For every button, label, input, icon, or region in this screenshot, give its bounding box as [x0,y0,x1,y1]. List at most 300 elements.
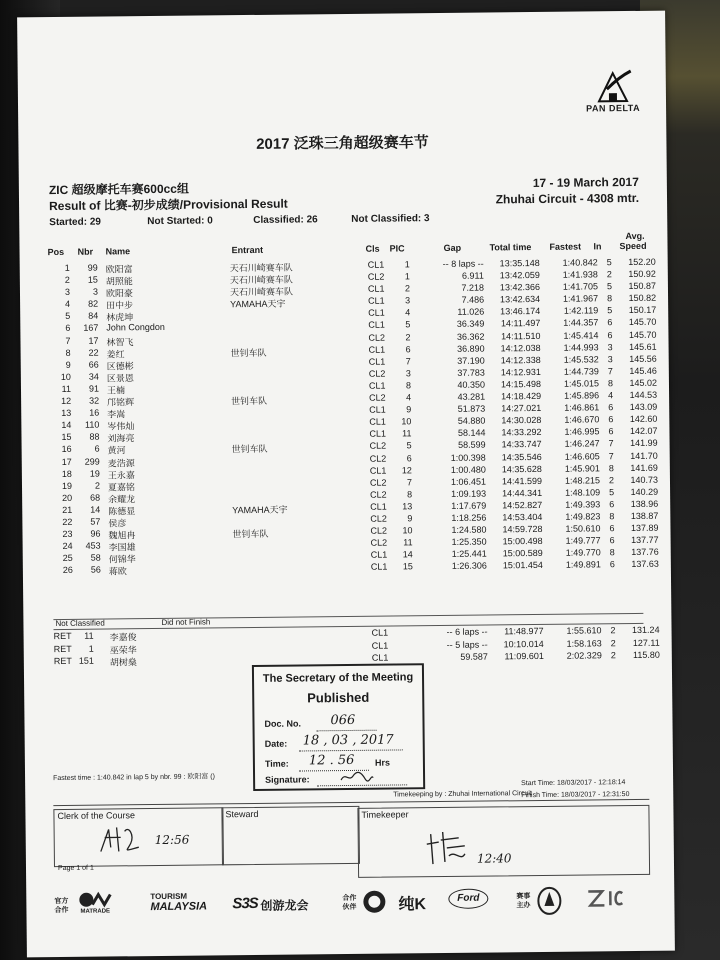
cell-entrant: 世钊车队 [230,347,267,358]
cell-pos: 2 [64,274,70,286]
cell-total: 14:53.404 [502,511,543,523]
cell-cls: CL1 [367,259,385,270]
sponsor-partner-label: 合作伙伴 [342,894,357,912]
timekeeper-signature-time: 12:40 [476,851,512,866]
cell-pic: 10 [401,416,412,427]
header-total: Total time [489,242,532,253]
ret-cell-name: 巫荣华 [109,644,137,655]
cell-speed: 152.20 [628,256,656,268]
cell-cls: CL2 [370,513,387,524]
cell-total: 15:00.498 [502,536,543,547]
cell-pic: 8 [407,489,413,500]
cell-in: 3 [607,353,613,365]
cell-nbr: 17 [88,335,99,346]
cell-nbr: 82 [88,298,99,309]
cell-speed: 138.87 [630,510,659,521]
cell-name: 夏嘉铭 [107,481,136,493]
cell-cls: CL2 [369,440,387,452]
ret-cell-gap: 59.587 [460,651,488,662]
cell-name: 岑伟灿 [107,421,135,432]
cell-pos: 20 [62,492,73,503]
cell-cls: CL1 [368,307,385,319]
cell-fastest: 1:41.967 [562,293,599,304]
cell-pic: 8 [405,380,412,391]
timekeeper-signature [425,828,469,868]
cell-total: 13:46.174 [500,306,541,317]
cell-nbr: 57 [90,516,101,527]
steward-label: Steward [225,808,259,820]
ret-cell-gap: -- 6 laps -- [446,626,488,637]
timekeeper-label: Timekeeper [361,809,409,820]
cell-pos: 10 [60,371,71,382]
cell-in: 4 [608,390,614,401]
cell-name: 陈德显 [108,506,136,517]
stamp-date-label: Date: [264,738,288,749]
cell-pos: 17 [61,456,72,467]
cell-speed: 137.77 [631,534,659,546]
cell-pic: 15 [402,561,413,572]
cell-nbr: 91 [88,383,100,394]
cell-gap: 36.349 [456,319,485,330]
cell-pos: 16 [61,444,72,455]
cell-cls: CL1 [369,465,387,476]
cell-cls: CL1 [367,283,385,294]
cell-nbr: 84 [88,310,99,322]
cell-gap: 37.190 [457,355,485,366]
cell-nbr: 68 [90,492,101,503]
cell-total: 15:01.454 [502,560,543,571]
cell-nbr: 453 [85,540,101,551]
cell-name: 刘海亮 [107,433,135,444]
ret-cell-total: 11:48.977 [504,625,544,637]
cell-entrant: YAMAHA天宇 [232,504,288,516]
clerk-signature [95,821,155,858]
cell-fastest: 1:45.414 [563,329,599,341]
ret-cell-pos: RET [53,655,72,667]
cell-pos: 24 [62,541,73,552]
cell-fastest: 1:50.610 [565,523,601,534]
cell-speed: 145.61 [628,341,657,352]
cell-speed: 142.60 [629,413,658,425]
cell-pos: 3 [64,287,71,298]
cell-gap: 1:00.398 [450,452,486,463]
cell-in: 5 [609,486,615,498]
cell-in: 2 [608,474,615,485]
cell-fastest: 1:41.938 [562,269,598,280]
cell-speed: 137.89 [630,522,659,534]
cell-name: 林虎坤 [106,312,134,323]
cell-pos: 21 [62,504,73,515]
partner-badge-icon [362,890,386,914]
results-table [20,257,671,578]
cell-pos: 11 [61,383,72,394]
results-sheet [17,11,675,958]
cell-entrant: 天石川崎赛车队 [229,274,293,286]
sponsor-organizer-label: 赛事主办 [516,893,531,910]
ret-cell-nbr: 11 [84,630,94,641]
sponsor-official-label: 官方合作 [54,897,69,915]
header-fastest: Fastest [549,241,582,252]
cell-nbr: 3 [92,286,99,297]
cell-pic: 10 [402,525,413,536]
ret-cell-pos: RET [53,643,72,654]
stamp-signature-line [317,784,407,786]
cell-speed: 145.02 [629,377,658,388]
cell-name: 黄河 [107,445,126,456]
cell-pic: 6 [406,452,412,463]
cell-nbr: 19 [89,468,100,479]
cell-entrant: 天石川崎赛车队 [229,286,294,298]
cell-total: 14:41.599 [501,475,543,487]
cell-in: 7 [608,450,614,461]
cell-in: 8 [609,511,615,522]
cell-total: 14:35.546 [501,451,542,462]
cell-gap: 36.890 [457,343,485,354]
cell-name: 林智飞 [106,336,134,348]
cell-pos: 5 [65,311,71,322]
cell-pos: 15 [61,432,72,443]
cell-pic: 5 [406,440,412,451]
cell-speed: 140.29 [630,486,659,497]
cell-nbr: 32 [89,395,100,406]
cell-gap: 1:26.306 [451,560,487,572]
cell-nbr: 96 [90,528,101,539]
cell-name: 魏旭冉 [108,530,136,541]
cell-gap: 1:17.679 [451,500,487,511]
cell-gap: 1:24.580 [451,524,487,535]
cell-name: 胡照能 [105,276,133,287]
stamp-signature-scribble [339,770,375,784]
cell-nbr: 2 [94,480,101,491]
cell-total: 13:42.634 [499,294,541,305]
ret-cell-cls: CL1 [371,640,389,651]
matrade-text: MATRADE [80,908,111,915]
cell-in: 7 [608,438,614,449]
ret-cell-fastest: 1:55.610 [566,625,602,636]
cell-pic: 7 [406,476,413,488]
cell-name: 余耀龙 [108,493,136,505]
not-classified-reason: Did not Finish [161,617,211,627]
ret-cell-speed: 131.24 [631,624,660,636]
published-stamp [252,663,425,791]
cell-nbr: 15 [87,274,98,285]
timekeeper-box [357,805,650,878]
cell-nbr: 66 [88,359,99,370]
cell-name: 李嵩 [107,409,126,420]
cell-fastest: 1:49.777 [565,535,601,546]
cell-cls: CL1 [368,356,386,367]
cell-speed: 145.70 [628,329,657,340]
cell-speed: 141.99 [630,438,658,449]
cell-gap: 1:00.480 [450,464,486,475]
cell-name: 区景恩 [106,373,134,384]
ret-cell-gap: -- 5 laps -- [446,639,488,650]
cell-fastest: 1:45.896 [563,390,600,401]
organizer-emblem-icon [536,886,562,916]
cell-fastest: 1:49.393 [565,499,601,510]
ret-cell-in: 2 [610,637,616,648]
finish-time: Finish Time: 18/03/2017 - 12:31:50 [521,791,630,800]
cell-pic: 11 [402,428,412,439]
cell-speed: 145.70 [628,317,657,328]
cell-cls: CL1 [368,295,385,307]
cell-cls: CL2 [368,332,386,343]
event-circuit: Zhuhai Circuit - 4308 mtr. [495,190,640,207]
stamp-date-value: 18 , 03 , 2017 [302,732,394,749]
cell-pic: 9 [407,513,413,524]
cell-fastest: 1:44.993 [563,342,599,353]
cell-gap: -- 8 laps -- [442,258,484,269]
cell-pic: 3 [405,295,411,306]
header-pic: PIC [389,243,405,254]
cell-name: 王永嘉 [107,469,135,481]
cell-pos: 22 [62,516,73,527]
header-in: In [593,241,602,252]
cell-nbr: 299 [84,456,100,467]
clerk-box [53,807,224,867]
cell-nbr: 110 [84,419,100,430]
cell-name: 侯彦 [108,518,127,529]
cell-nbr: 56 [90,564,101,576]
ret-cell-nbr: 1 [88,643,94,654]
cell-total: 14:11.497 [500,318,541,329]
header-avg: Avg. [625,230,645,242]
cell-cls: CL1 [368,344,386,355]
matrade-logo-icon [76,890,112,908]
cell-speed: 140.73 [630,474,659,485]
table-header [19,231,667,260]
cell-fastest: 1:48.109 [565,487,601,498]
stamp-time-label: Time: [264,758,289,769]
cell-pos: 8 [65,347,71,358]
stamp-hrs: Hrs [374,757,390,768]
cell-fastest: 1:46.670 [564,414,600,425]
cell-in: 6 [609,499,615,510]
cell-fastest: 1:46.247 [564,438,600,450]
cell-name: 麦浩源 [107,457,135,468]
cell-cls: CL1 [368,320,385,331]
cell-speed: 145.56 [629,353,657,364]
cell-pos: 7 [65,335,71,346]
cell-gap: 1:25.441 [451,548,487,560]
cell-total: 14:44.341 [502,487,543,499]
stamp-doc-value: 066 [330,712,356,729]
cell-gap: 1:18.256 [451,512,487,523]
cell-cls: CL2 [368,368,386,379]
page-title: 2017 泛珠三角超级赛车节 [256,134,429,153]
ret-cell-speed: 115.80 [632,649,660,661]
cell-pic: 2 [405,331,411,342]
cell-gap: 1:25.350 [451,536,487,548]
retired-table [24,625,672,669]
header-nbr: Nbr [77,246,94,257]
cell-in: 7 [607,366,613,377]
cell-gap: 6.911 [461,270,484,281]
ret-cell-nbr: 151 [78,655,94,666]
sponsor-strip [36,881,664,938]
cell-cls: CL1 [370,549,388,560]
cell-name: 田中步 [106,300,134,311]
ret-cell-total: 10:10.014 [503,638,544,649]
cell-pos: 23 [62,528,73,540]
ret-cell-name: 胡树燊 [109,657,137,668]
cell-pos: 19 [61,480,73,491]
cell-in: 5 [606,257,612,268]
cell-fastest: 1:40.842 [562,257,598,268]
cell-in: 8 [609,547,615,558]
cell-cls: CL1 [370,501,387,512]
cell-pos: 18 [61,468,72,479]
cell-total: 14:15.498 [500,378,542,390]
cell-gap: 11.026 [457,306,485,318]
cell-name: 蒋欧 [108,566,127,577]
cell-fastest: 1:46.861 [564,402,600,413]
cell-speed: 141.70 [630,450,658,461]
cell-fastest: 1:49.891 [565,559,601,571]
cell-in: 2 [606,269,612,280]
cell-fastest: 1:45.015 [563,378,600,389]
ssc-cn-text: 创游龙会 [260,898,309,913]
cell-total: 14:33.747 [501,439,542,450]
ret-cell-cls: CL1 [371,627,389,638]
cell-gap: 58.144 [457,427,486,439]
cell-total: 13:42.366 [499,282,541,293]
cell-pic: 3 [405,368,411,379]
cell-gap: 1:06.451 [450,476,487,487]
cell-name: 李国雄 [108,542,136,553]
cell-total: 14:33.292 [501,427,542,438]
cell-total: 14:18.429 [500,390,542,402]
cell-pic: 4 [405,307,411,318]
cell-in: 6 [607,317,613,328]
cell-pic: 5 [405,319,411,330]
cell-nbr: 6 [94,443,100,455]
cell-cls: CL2 [369,453,387,464]
stamp-time-value: 12 . 56 [308,752,355,769]
cell-name: John Congdon [106,322,165,333]
clerk-label: Clerk of the Course [57,810,136,822]
ssc-logo: S3S [232,894,258,913]
timekeeping-by: Timekeeping by : Zhuhai International Circuit [393,790,532,799]
cell-speed: 150.87 [628,280,656,292]
cell-fastest: 1:46.605 [564,450,600,462]
cell-total: 14:30.028 [501,415,542,426]
cell-fastest: 1:48.215 [564,475,601,486]
cell-pos: 4 [65,299,71,310]
cell-name: 邝铭辉 [107,397,135,408]
ret-cell-name: 李嘉俊 [109,632,137,643]
stamp-published: Published [307,689,370,706]
cell-in: 5 [606,281,612,292]
cell-pic: 6 [405,343,411,355]
start-time: Start Time: 18/03/2017 - 12:18:14 [521,779,626,788]
cell-entrant: 天石川崎赛车队 [229,262,293,274]
malaysia-text: MALAYSIA [150,900,208,914]
cell-pos: 14 [61,420,72,431]
cell-pic: 1 [404,259,410,270]
cell-fastest: 1:45.532 [563,354,599,365]
cell-in: 5 [607,305,613,316]
cell-total: 14:52.827 [502,499,543,511]
cell-cls: CL2 [370,537,388,548]
cell-gap: 40.350 [457,379,486,390]
cell-pic: 2 [404,283,411,294]
cell-fastest: 1:46.995 [564,426,600,438]
cell-fastest: 1:42.119 [563,305,599,317]
cell-nbr: 16 [89,407,100,418]
cell-pic: 1 [404,271,410,282]
cell-pic: 13 [402,501,413,512]
stamp-doc-label: Doc. No. [264,718,302,729]
chun-k-logo: 纯K [398,896,427,914]
cell-pos: 12 [61,395,72,407]
cell-speed: 137.63 [631,559,659,570]
pan-delta-logo [578,69,648,114]
cell-in: 6 [609,523,615,534]
cell-speed: 137.76 [631,546,659,558]
cell-cls: CL2 [367,271,385,282]
cell-in: 6 [608,426,614,437]
cell-pic: 9 [406,404,412,415]
header-pos: Pos [47,246,65,258]
ford-logo: Ford [448,889,488,909]
cell-total: 13:35.148 [499,257,540,269]
stamp-doc-line [317,730,377,732]
cell-fastest: 1:49.823 [565,511,601,522]
cell-gap: 58.599 [458,439,486,451]
cell-total: 13:42.059 [499,270,540,281]
cell-gap: 37.783 [457,367,485,378]
cell-pic: 4 [406,392,412,403]
cell-total: 14:12.038 [500,342,541,354]
cell-entrant: YAMAHA天宇 [230,298,286,310]
cell-name: 何锦华 [108,554,136,565]
cell-cls: CL1 [368,380,386,391]
cell-speed: 141.69 [630,462,658,473]
cell-name: 欧阳豪 [105,288,134,299]
cell-in: 6 [608,402,614,413]
cell-cls: CL2 [370,489,387,500]
cell-fastest: 1:41.705 [562,281,598,292]
stat-not-classified: Not Classified: 3 [351,213,430,225]
cell-entrant: 世钊车队 [231,395,268,407]
cell-gap: 43.281 [457,391,486,402]
page-number: Page 1 of 1 [57,864,94,873]
cell-speed: 145.46 [629,365,657,376]
cell-cls: CL1 [369,404,386,415]
header-cls: Cls [365,243,380,254]
cell-fastest: 1:44.357 [563,317,599,329]
header-name: Name [105,246,131,257]
fastest-time-note: Fastest time : 1:40.842 in lap 5 by nbr. 99 : 欧阳富 () [53,773,215,783]
ret-cell-total: 11:09.601 [504,650,544,662]
stamp-heading: The Secretary of the Meeting [262,671,414,685]
zic-logo-icon [584,887,624,909]
cell-cls: CL1 [369,416,386,427]
cell-name: 姜红 [106,348,125,360]
cell-cls: CL2 [369,392,386,403]
cell-total: 14:35.628 [501,463,542,474]
ret-cell-cls: CL1 [371,652,389,663]
cell-pos: 13 [61,407,72,419]
cell-entrant: 世钊车队 [231,444,268,455]
ret-cell-in: 2 [610,650,616,661]
cell-name: 区德彬 [106,360,134,372]
event-dates: 17 - 19 March 2017 [532,174,639,191]
ret-cell-in: 2 [610,625,616,636]
cell-total: 14:12.338 [500,354,541,366]
pan-delta-logo-icon [593,69,633,103]
